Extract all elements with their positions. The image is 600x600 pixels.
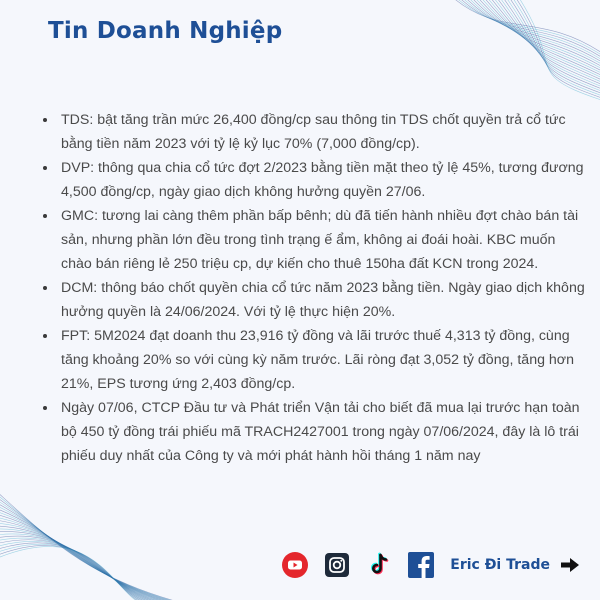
news-item: • GMC: tương lai càng thêm phần bấp bênh; dù đã tiến hành nhiều đợt chào bán tài sản, nhưng phần lớn đều trong tình trạng ế ẩm, không ai đoái hoài. KBC muốn chào bán riêng lẻ 250 triệu cp, dự kiến cho thuê 150ha đất KCN trong 2024.	[58, 204, 588, 276]
wave-line	[504, 0, 600, 92]
news-item: • Ngày 07/06, CTCP Đầu tư và Phát triển Vận tải cho biết đã mua lại trước hạn toàn bộ 450 tỷ đồng trái phiếu mã TRACH2427001 trong ngày 07/06/2024, đây là lô trái phiếu duy nhất của Công ty và mới phát hành hồi tháng 1 năm nay	[58, 396, 588, 468]
wave-line	[0, 536, 158, 600]
wave-line	[463, 0, 600, 64]
wave-line	[0, 523, 168, 600]
wave-decoration-top-right	[430, 0, 600, 120]
instagram-icon[interactable]	[324, 552, 350, 578]
wave-line	[0, 544, 148, 600]
social-footer	[282, 550, 580, 580]
wave-line	[492, 0, 600, 84]
news-list	[44, 108, 588, 468]
wave-line	[0, 547, 144, 600]
news-item: • DCM: thông báo chốt quyền chia cổ tức năm 2023 bằng tiền. Ngày giao dịch không hưởng quyền là 24/06/2024. Với tỷ lệ thực hiện 20%.	[58, 276, 588, 324]
brand-name: Eric Đi Trade	[450, 557, 550, 573]
wave-line	[488, 0, 600, 81]
news-item: • DVP: thông qua chia cổ tức đợt 2/2023 bằng tiền mặt theo tỷ lệ 45%, tương đương 4,500 đồng/cp, ngày giao dịch không hưởng quyền 27/06.	[58, 156, 588, 204]
wave-line	[472, 0, 600, 70]
wave-line	[0, 493, 188, 600]
news-item: • TDS: bật tăng trần mức 26,400 đồng/cp sau thông tin TDS chốt quyền trả cổ tức bằng tiền năm 2023 với tỷ lệ kỷ lục 70% (7,000 đồng/cp).	[58, 108, 588, 156]
tiktok-icon[interactable]	[366, 552, 392, 578]
facebook-icon[interactable]	[408, 552, 434, 578]
wave-line	[0, 511, 176, 600]
wave-line	[450, 0, 600, 55]
wave-line	[514, 0, 600, 99]
wave-line	[0, 490, 190, 600]
wave-line	[482, 0, 600, 77]
wave-line	[0, 545, 146, 600]
wave-line	[0, 541, 152, 600]
arrow-right-icon[interactable]	[560, 556, 580, 574]
wave-line	[0, 514, 174, 600]
wave-line	[517, 0, 600, 101]
youtube-icon[interactable]	[282, 552, 308, 578]
wave-line	[508, 0, 600, 95]
wave-line	[0, 508, 178, 600]
wave-line	[0, 505, 180, 600]
wave-line	[456, 0, 600, 59]
wave-line	[0, 526, 166, 600]
wave-line	[469, 0, 600, 68]
wave-line	[485, 0, 600, 79]
wave-decoration-bottom-left	[0, 470, 200, 600]
wave-line	[476, 0, 600, 73]
wave-line	[460, 0, 600, 62]
wave-line	[0, 496, 186, 600]
wave-line	[466, 0, 600, 66]
wave-line	[0, 502, 182, 600]
wave-line	[0, 540, 154, 600]
wave-line	[0, 534, 160, 600]
wave-line	[0, 517, 172, 600]
news-item: • FPT: 5M2024 đạt doanh thu 23,916 tỷ đồng và lãi trước thuế 4,313 tỷ đồng, cùng tăng khoảng 20% so với cùng kỳ năm trước. Lãi ròng đạt 3,052 tỷ đồng, tăng hơn 21%, EPS tương ứng 2,403 đồng/cp.	[58, 324, 588, 396]
wave-line	[0, 499, 184, 600]
wave-line	[0, 538, 156, 600]
wave-line	[453, 0, 600, 57]
page-title: Tin Doanh Nghiệp	[48, 18, 283, 44]
wave-line	[501, 0, 600, 90]
wave-line	[495, 0, 600, 86]
wave-line	[0, 520, 170, 600]
wave-line	[0, 532, 162, 600]
wave-line	[0, 529, 164, 600]
wave-line	[498, 0, 600, 88]
wave-line	[0, 543, 150, 600]
wave-line	[511, 0, 600, 97]
wave-line	[479, 0, 600, 75]
